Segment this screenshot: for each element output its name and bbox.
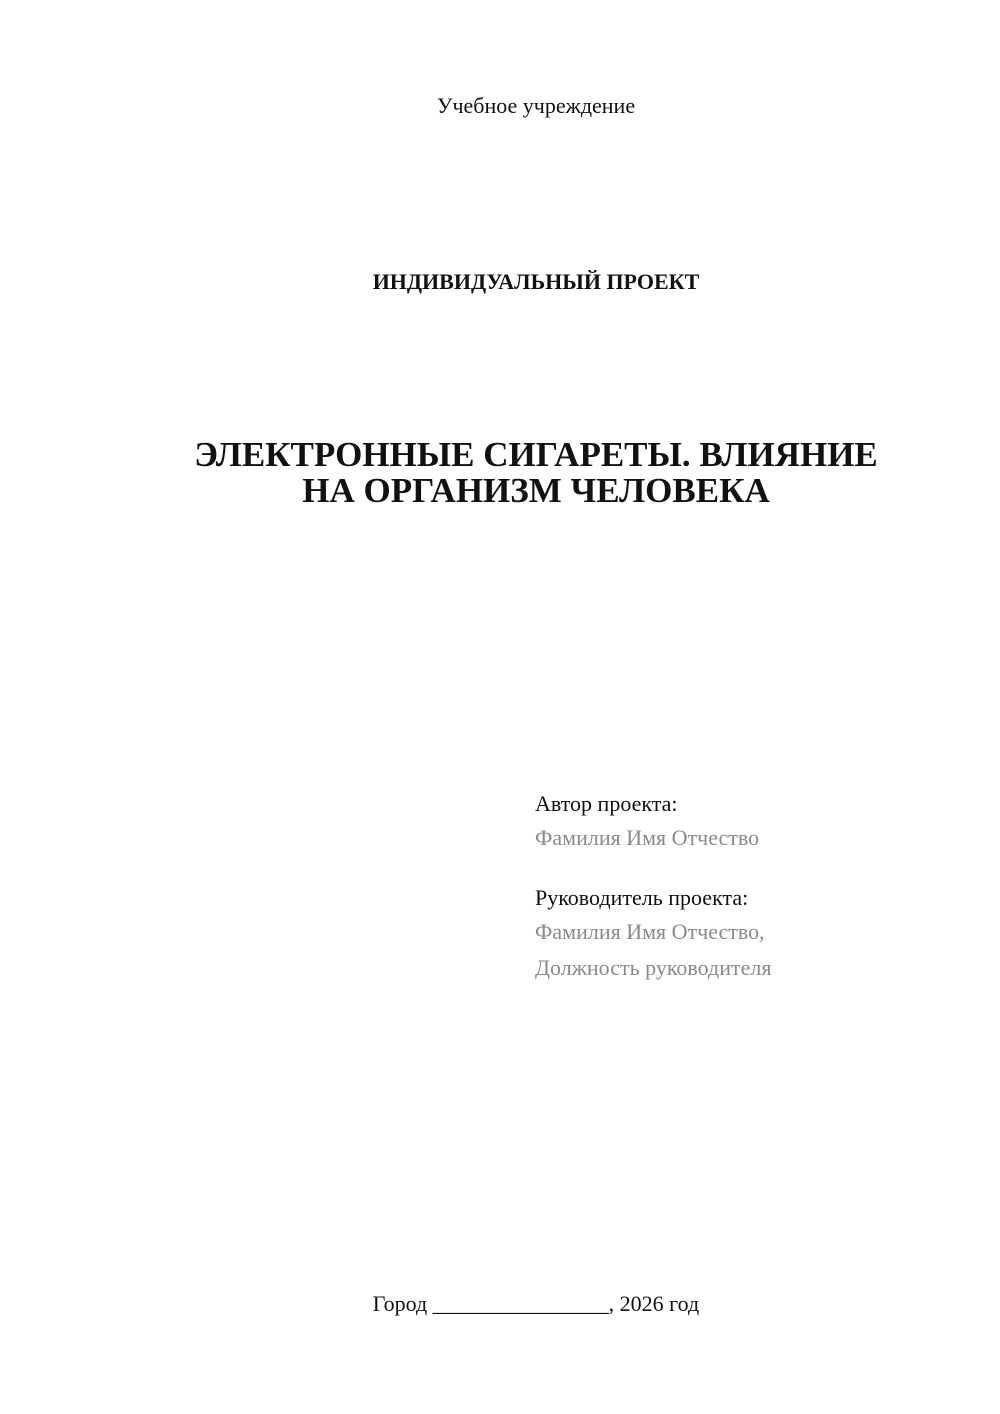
spacer (535, 856, 975, 882)
supervisor-position-placeholder: Должность руководителя (535, 955, 772, 980)
supervisor-name-placeholder: Фамилия Имя Отчество, (535, 919, 765, 944)
project-title-line: НА ОРГАНИЗМ ЧЕЛОВЕКА (302, 471, 770, 510)
city-year-footer: Город ________________, 2026 год (372, 1291, 700, 1316)
institution-name: Учебное учреждение (436, 93, 636, 118)
project-type-heading: ИНДИВИДУАЛЬНЫЙ ПРОЕКТ (372, 269, 700, 294)
project-credits (535, 788, 975, 986)
supervisor-label: Руководитель проекта: (535, 885, 749, 910)
author-name-placeholder: Фамилия Имя Отчество (535, 825, 760, 850)
project-title (100, 437, 972, 509)
author-label: Автор проекта: (535, 791, 678, 816)
project-title-line: ЭЛЕКТРОННЫЕ СИГАРЕТЫ. ВЛИЯНИЕ (194, 435, 878, 474)
